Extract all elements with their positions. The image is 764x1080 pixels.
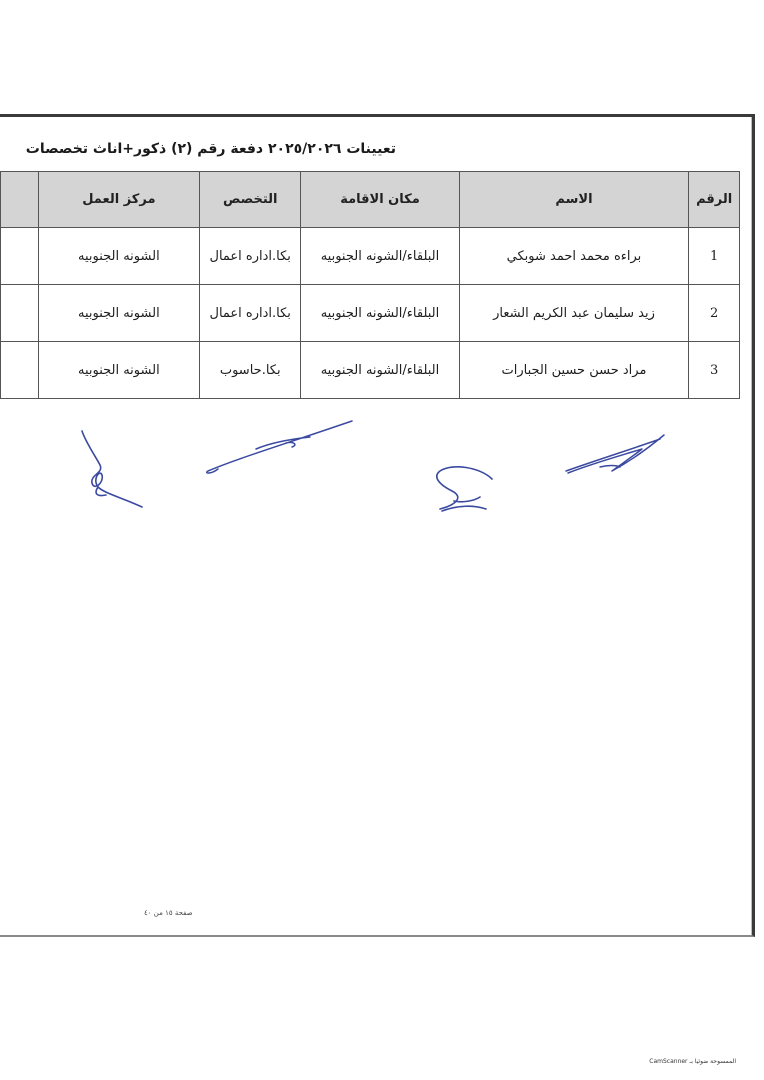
header-residence: مكان الاقامة xyxy=(301,172,459,228)
signature-1 xyxy=(82,431,142,507)
header-specialty: التخصص xyxy=(200,172,301,228)
signature-2 xyxy=(207,421,352,473)
signature-3 xyxy=(437,467,492,511)
row-cut-off-cell xyxy=(1,342,39,399)
row-work-center: الشونه الجنوبيه xyxy=(38,228,200,285)
row-name: براءه محمد احمد شوبكي xyxy=(459,228,689,285)
document-title: تعيينات ٢٠٢٥/٢٠٢٦ دفعة رقم (٢) ذكور+اناث تخصصات xyxy=(25,141,396,157)
row-number: 2 xyxy=(689,285,740,342)
row-number: 3 xyxy=(689,342,740,399)
header-number: الرقم xyxy=(689,172,740,228)
table-header-row xyxy=(1,172,740,228)
row-name: مراد حسن حسين الجبارات xyxy=(459,342,689,399)
row-residence: البلقاء/الشونه الجنوبيه xyxy=(301,228,459,285)
header-name: الاسم xyxy=(459,172,689,228)
table-row xyxy=(1,342,740,399)
row-name: زيد سليمان عبد الكريم الشعار xyxy=(459,285,689,342)
scanned-document-sheet xyxy=(0,114,755,937)
row-residence: البلقاء/الشونه الجنوبيه xyxy=(301,285,459,342)
header-work-center: مركز العمل xyxy=(38,172,200,228)
scanner-watermark: الممسوحة ضوئيا بـ CamScanner xyxy=(649,1058,736,1065)
signatures-area xyxy=(60,413,680,533)
row-work-center: الشونه الجنوبيه xyxy=(38,285,200,342)
page-footer: صفحة ١٥ من ٤٠ xyxy=(144,909,193,917)
row-cut-off-cell xyxy=(1,285,39,342)
row-work-center: الشونه الجنوبيه xyxy=(38,342,200,399)
signature-4 xyxy=(566,435,664,473)
title-container xyxy=(0,133,400,163)
table-row xyxy=(1,228,740,285)
row-number: 1 xyxy=(689,228,740,285)
row-specialty: بكا.اداره اعمال xyxy=(200,228,301,285)
header-cut-off-column xyxy=(1,172,39,228)
table-row xyxy=(1,285,740,342)
row-residence: البلقاء/الشونه الجنوبيه xyxy=(301,342,459,399)
appointments-table xyxy=(0,171,740,399)
row-specialty: بكا.حاسوب xyxy=(200,342,301,399)
row-specialty: بكا.اداره اعمال xyxy=(200,285,301,342)
row-cut-off-cell xyxy=(1,228,39,285)
